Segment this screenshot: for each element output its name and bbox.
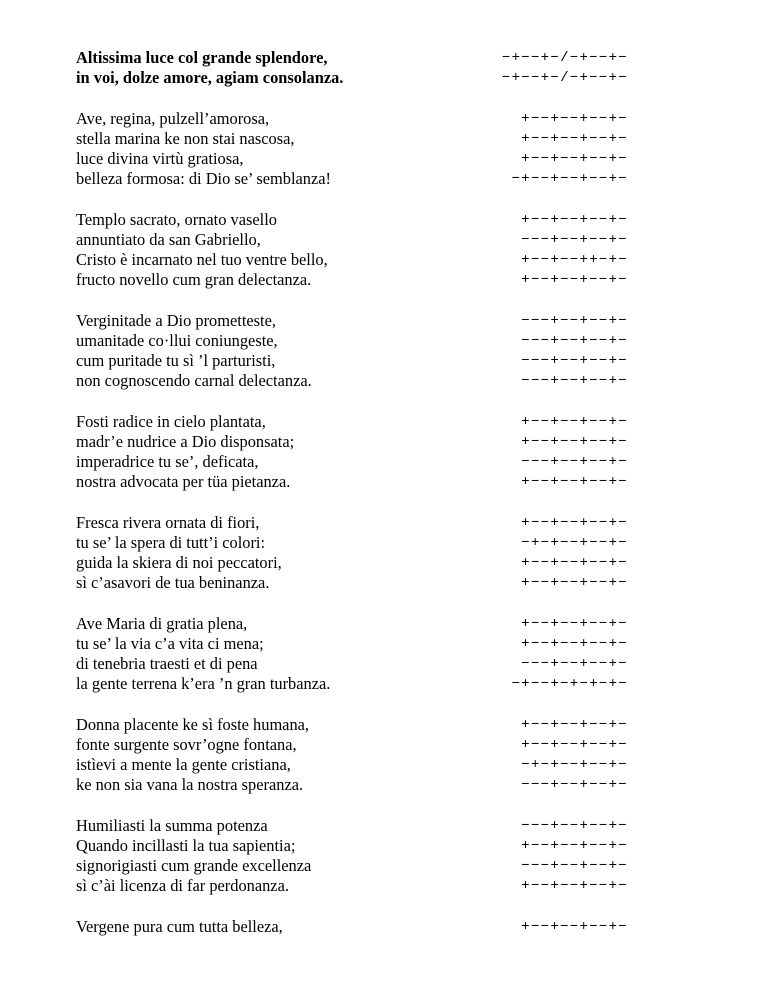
verse-text: Ave Maria di gratia plena, (76, 614, 248, 633)
verse-text: ke non sia vana la nostra speranza. (76, 775, 304, 794)
meter-scansion: +−−+−−+−−+− (521, 434, 628, 450)
verse-line (76, 371, 716, 391)
verse-line (76, 149, 716, 169)
meter-scansion: −−−+−−+−−+− (521, 373, 628, 389)
meter-scansion: +−−+−−+−−+− (521, 272, 628, 288)
meter-scansion: −+−−+−+−+−+− (511, 676, 628, 692)
verse-text: Fosti radice in cielo plantata, (76, 412, 266, 431)
verse-line (76, 614, 716, 634)
meter-scansion: +−−+−−+−−+− (521, 414, 628, 430)
verse-text: signorigiasti cum grande excellenza (76, 856, 312, 875)
verse-text: Verginitade a Dio prometteste, (76, 311, 276, 330)
verse-line (76, 573, 716, 593)
meter-scansion: −−−+−−+−−+− (521, 353, 628, 369)
verse-text: Templo sacrato, ornato vasello (76, 210, 277, 229)
verse-line (76, 412, 716, 432)
verse-text: fonte surgente sovr’ogne fontana, (76, 735, 297, 754)
stanza (76, 816, 716, 896)
verse-text: Ave, regina, pulzell’amorosa, (76, 109, 270, 128)
verse-text: Altissima luce col grande splendore, (76, 48, 328, 67)
verse-line (76, 755, 716, 775)
stanza (76, 109, 716, 189)
meter-scansion: +−−+−−+−−+− (521, 919, 628, 935)
meter-scansion: +−−+−−+−−+− (521, 575, 628, 591)
meter-scansion: +−−+−−+−−+− (521, 212, 628, 228)
verse-line (76, 715, 716, 735)
verse-text: tu se’ la spera di tutt’i colori: (76, 533, 266, 552)
verse-text: annuntiato da san Gabriello, (76, 230, 261, 249)
meter-scansion: +−−+−−+−−+− (521, 737, 628, 753)
meter-scansion: +−−+−−+−−+− (521, 555, 628, 571)
verse-text: luce divina virtù gratiosa, (76, 149, 244, 168)
meter-scansion: −+−−+−−+−−+− (511, 171, 628, 187)
meter-scansion: +−−+−−+−−+− (521, 111, 628, 127)
meter-scansion: −−−+−−+−−+− (521, 858, 628, 874)
verse-line (76, 250, 716, 270)
verse-line (76, 654, 716, 674)
meter-scansion: −−−+−−+−−+− (521, 232, 628, 248)
verse-text: cum puritade tu sì ’l parturisti, (76, 351, 276, 370)
verse-line (76, 735, 716, 755)
verse-text: sì c’asavori de tua beninanza. (76, 573, 270, 592)
verse-line (76, 230, 716, 250)
meter-scansion: −−−+−−+−−+− (521, 333, 628, 349)
verse-text: belleza formosa: di Dio se’ semblanza! (76, 169, 332, 188)
verse-line (76, 129, 716, 149)
meter-scansion: −−−+−−+−−+− (521, 313, 628, 329)
verse-line (76, 452, 716, 472)
meter-scansion: −+−−+−/−+−−+− (501, 70, 628, 86)
meter-scansion: +−−+−−+−−+− (521, 636, 628, 652)
verse-line (76, 311, 716, 331)
stanza (76, 715, 716, 795)
stanza (76, 412, 716, 492)
stanza (76, 311, 716, 391)
verse-line (76, 331, 716, 351)
meter-scansion: +−−+−−+−−+− (521, 151, 628, 167)
verse-line (76, 533, 716, 553)
verse-line (76, 472, 716, 492)
verse-line (76, 876, 716, 896)
meter-scansion: −+−+−−+−−+− (521, 757, 628, 773)
meter-scansion: −−−+−−+−−+− (521, 454, 628, 470)
poem-page (76, 48, 716, 958)
verse-line (76, 351, 716, 371)
verse-text: Quando incillasti la tua sapientia; (76, 836, 296, 855)
meter-scansion: −−−+−−+−−+− (521, 777, 628, 793)
verse-line (76, 917, 716, 937)
verse-line (76, 553, 716, 573)
verse-text: non cognoscendo carnal delectanza. (76, 371, 312, 390)
verse-text: stella marina ke non stai nascosa, (76, 129, 295, 148)
verse-text: guida la skiera di noi peccatori, (76, 553, 282, 572)
meter-scansion: +−−+−−+−−+− (521, 616, 628, 632)
verse-text: madr’e nudrice a Dio disponsata; (76, 432, 295, 451)
verse-text: tu se’ la via c’a vita ci mena; (76, 634, 264, 653)
meter-scansion: +−−+−−+−−+− (521, 515, 628, 531)
verse-line (76, 48, 716, 68)
verse-line (76, 775, 716, 795)
verse-line (76, 836, 716, 856)
meter-scansion: +−−+−−+−−+− (521, 717, 628, 733)
meter-scansion: +−−+−−+−−+− (521, 838, 628, 854)
verse-line (76, 856, 716, 876)
meter-scansion: −−−+−−+−−+− (521, 818, 628, 834)
stanza (76, 614, 716, 694)
meter-scansion: +−−+−−+−−+− (521, 474, 628, 490)
verse-line (76, 634, 716, 654)
meter-scansion: −−−+−−+−−+− (521, 656, 628, 672)
verse-text: la gente terrena k’era ’n gran turbanza. (76, 674, 331, 693)
verse-text: Vergene pura cum tutta belleza, (76, 917, 283, 936)
verse-line (76, 270, 716, 290)
verse-text: in voi, dolze amore, agiam consolanza. (76, 68, 344, 87)
verse-line (76, 816, 716, 836)
verse-line (76, 109, 716, 129)
stanza (76, 210, 716, 290)
meter-scansion: +−−+−−+−−+− (521, 131, 628, 147)
verse-line (76, 674, 716, 694)
stanza (76, 513, 716, 593)
verse-line (76, 210, 716, 230)
verse-text: umanitade co·llui coniungeste, (76, 331, 278, 350)
meter-scansion: +−−+−−+−−+− (521, 878, 628, 894)
meter-scansion: −+−−+−/−+−−+− (501, 50, 628, 66)
verse-text: Fresca rivera ornata di fiori, (76, 513, 260, 532)
verse-text: di tenebria traesti et di pena (76, 654, 258, 673)
verse-text: imperadrice tu se’, deficata, (76, 452, 259, 471)
verse-line (76, 68, 716, 88)
verse-text: istìevi a mente la gente cristiana, (76, 755, 291, 774)
meter-scansion: −+−+−−+−−+− (521, 535, 628, 551)
verse-text: Humiliasti la summa potenza (76, 816, 268, 835)
verse-text: Cristo è incarnato nel tuo ventre bello, (76, 250, 328, 269)
verse-text: nostra advocata per tüa pietanza. (76, 472, 291, 491)
stanza (76, 917, 716, 937)
verse-text: sì c’ài licenza di far perdonanza. (76, 876, 289, 895)
verse-line (76, 432, 716, 452)
verse-text: Donna placente ke sì foste humana, (76, 715, 310, 734)
verse-text: fructo novello cum gran delectanza. (76, 270, 312, 289)
verse-line (76, 513, 716, 533)
refrain-stanza (76, 48, 716, 88)
verse-line (76, 169, 716, 189)
meter-scansion: +−−+−−++−+− (521, 252, 628, 268)
